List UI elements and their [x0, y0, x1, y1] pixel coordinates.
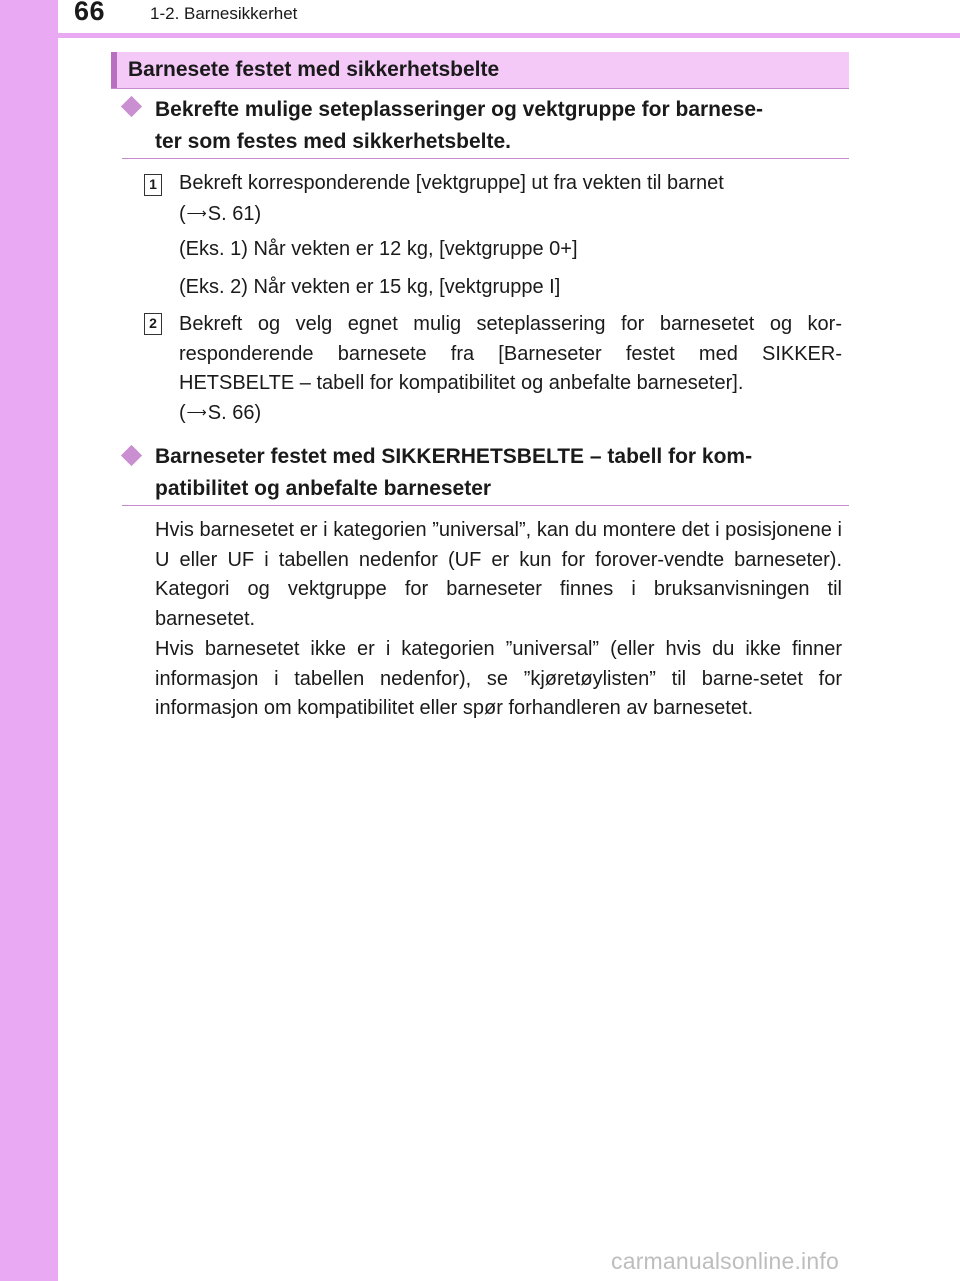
example-line: (Eks. 2) Når vekten er 15 kg, [vektgruppe I]: [179, 276, 561, 298]
subsection-rule: [122, 158, 849, 159]
page-reference[interactable]: [179, 398, 261, 429]
section-title: Barnesete festet med sikkerhetsbelte: [128, 58, 500, 81]
arrow-right-icon: ⟶: [186, 404, 207, 420]
subsection-heading-line: Bekrefte mulige seteplasseringer og vektgruppe for barnese-: [155, 98, 764, 121]
arrow-right-icon: ⟶: [186, 205, 207, 221]
section-banner: [111, 52, 849, 89]
diamond-bullet-icon: [121, 96, 142, 117]
section-banner-bar: [111, 52, 117, 88]
ref-page: S. 66): [207, 402, 262, 424]
subsection-rule: [122, 505, 849, 506]
step-text: Bekreft korresponderende [vektgruppe] ut fra vekten til barnet: [179, 172, 724, 194]
body-paragraph: Hvis barnesetet er i kategorien ”universal”, kan du montere det i posisjonene i U eller UF i tabellen nedenfor (UF er kun for forover-vendte barneseter). Kategori og vektgruppe for barneseter finnes i bruksanvisningen til barnesetet.: [155, 519, 842, 630]
ref-open-paren: (: [179, 402, 186, 424]
body-paragraph: Hvis barnesetet ikke er i kategorien ”universal” (eller hvis du ikke finner informasjon i tabellen nedenfor), se ”kjøretøylisten” til barne-setet for informasjon om kompatibilitet eller spør forhandleren av barnesetet.: [155, 638, 842, 719]
ref-page: S. 61): [207, 203, 262, 225]
page-reference[interactable]: [179, 199, 261, 230]
subsection-heading: [155, 94, 841, 158]
running-head: 1-2. Barnesikkerhet: [150, 4, 298, 23]
diamond-bullet-icon: [121, 445, 142, 466]
ref-open-paren: (: [179, 203, 186, 225]
page-number: 66: [74, 0, 106, 26]
watermark: carmanualsonline.info: [611, 1248, 839, 1274]
example-line: (Eks. 1) Når vekten er 12 kg, [vektgruppe 0+]: [179, 238, 578, 260]
subsection-heading: [155, 441, 841, 505]
header-rule: [58, 33, 960, 38]
subsection-heading-line: Barneseter festet med SIKKERHETSBELTE – tabell for kom-: [155, 445, 753, 468]
step-number-badge: 2: [144, 313, 162, 335]
side-color-strip: [0, 0, 58, 1281]
step-number-badge: 1: [144, 174, 162, 196]
subsection-heading-line: ter som festes med sikkerhetsbelte.: [155, 130, 511, 153]
subsection-heading-line: patibilitet og anbefalte barneseter: [155, 477, 492, 500]
step-text: Bekreft og velg egnet mulig seteplassering for barnesetet og kor-responderende barnesete fra [Barneseter festet med SIKKER-HETSBELTE – tabell for kompatibilitet og anbefalte barneseter].: [179, 313, 842, 394]
